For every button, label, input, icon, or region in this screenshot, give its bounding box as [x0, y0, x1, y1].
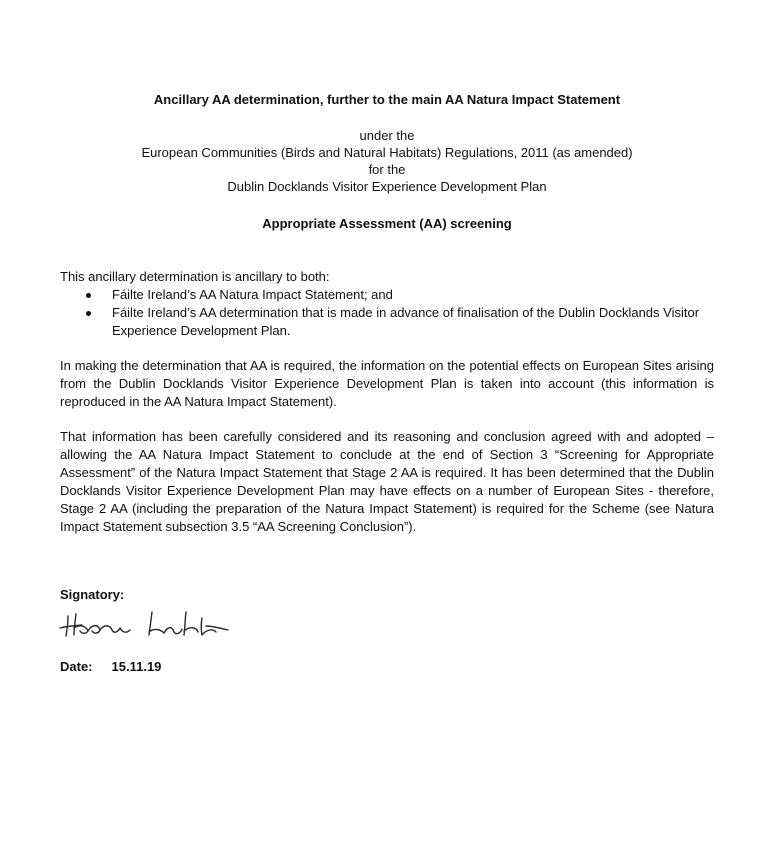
bullet-icon	[86, 293, 91, 298]
subheading-line: European Communities (Birds and Natural Habitats) Regulations, 2011 (as amended)	[141, 145, 633, 160]
bullet-text: Fáilte Ireland’s AA Natura Impact Statement; and	[112, 287, 393, 302]
signatory-label: Signatory:	[60, 587, 125, 602]
bullet-text: Fáilte Ireland’s AA determination that is made in advance of finalisation of the Dublin Docklands Visitor Experience Development Plan.	[112, 305, 700, 338]
document-title: Ancillary AA determination, further to the main AA Natura Impact Statement	[153, 92, 621, 107]
subheading-line: under the	[359, 128, 415, 143]
bullet-list	[60, 286, 714, 340]
body-paragraph: In making the determination that AA is required, the information on the potential effects on European Sites arising from the Dublin Docklands Visitor Experience Development Plan is taken into account (this information is reproduced in the AA Natura Impact Statement).	[60, 358, 714, 409]
regulation-subheading	[60, 127, 714, 195]
date-label: Date:	[60, 659, 93, 674]
date-row	[60, 659, 161, 674]
bullet-icon	[86, 311, 91, 316]
body-paragraph: That information has been carefully considered and its reasoning and conclusion agreed with and adopted – allowing the AA Natura Impact Statement to conclude at the end of Section 3 “Screening for Appropriate Assessment” of the Natura Impact Statement that Stage 2 AA is required. It has been determined that the Dublin Docklands Visitor Experience Development Plan may have effects on a number of European Sites - therefore, Stage 2 AA (including the preparation of the Natura Impact Statement) is required for the Scheme (see Natura Impact Statement subsection 3.5 “AA Screening Conclusion”).	[60, 429, 714, 534]
screening-title: Appropriate Assessment (AA) screening	[262, 216, 512, 231]
list-item	[60, 304, 714, 340]
subheading-line: Dublin Docklands Visitor Experience Development Plan	[227, 179, 547, 194]
handwritten-signature	[56, 604, 236, 644]
subheading-line: for the	[368, 162, 406, 177]
intro-text: This ancillary determination is ancillary to both:	[60, 269, 330, 284]
list-item	[60, 286, 714, 304]
date-value: 15.11.19	[111, 659, 162, 674]
